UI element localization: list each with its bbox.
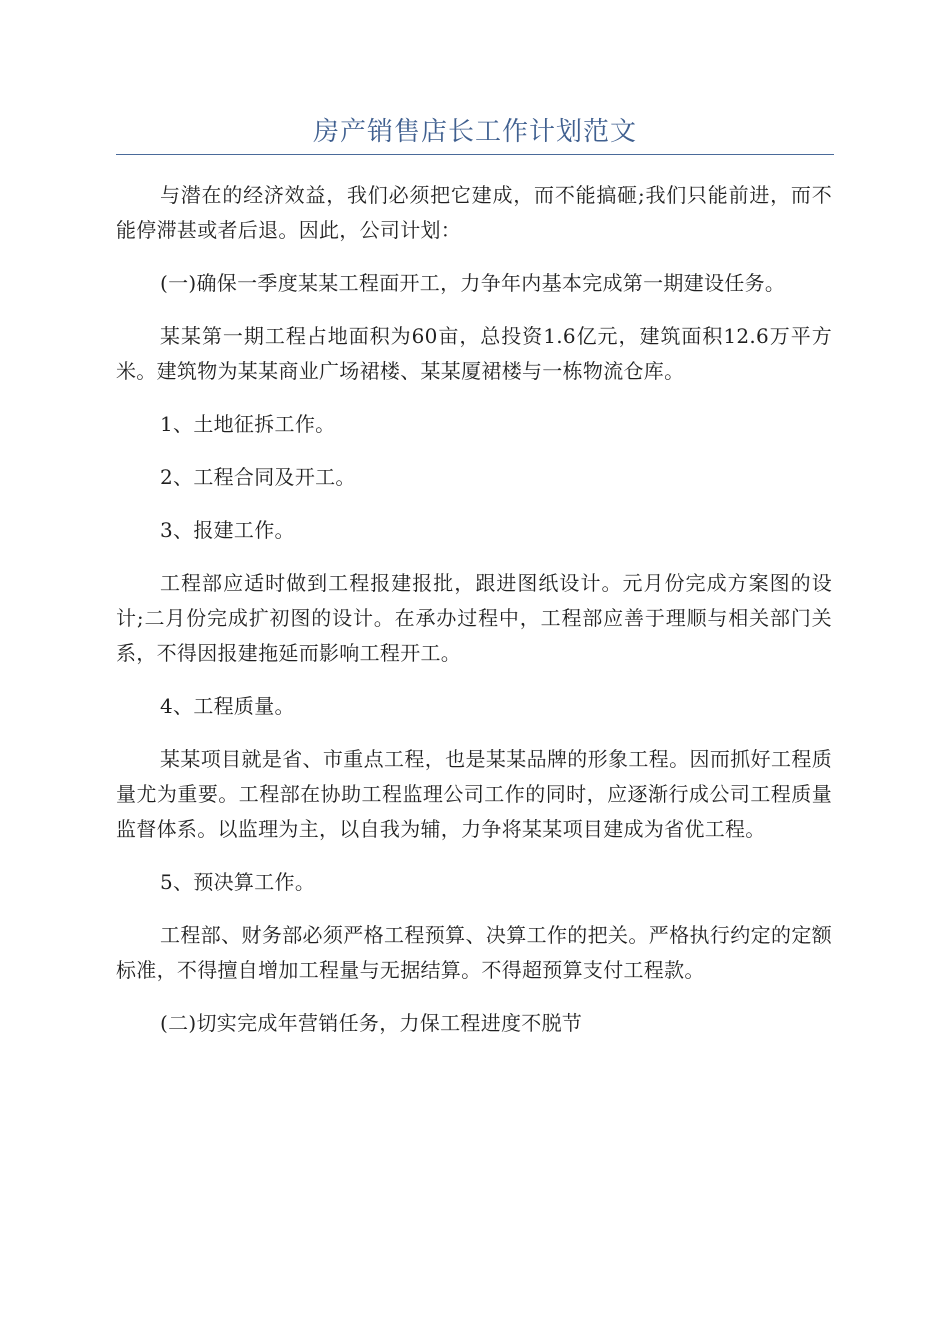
paragraph-budget-details: 工程部、财务部必须严格工程预算、决算工作的把关。严格执行约定的定额标准，不得擅自增加工程量与无据结算。不得超预算支付工程款。 bbox=[116, 923, 832, 982]
document-body bbox=[116, 178, 832, 1059]
title-underline bbox=[116, 154, 834, 155]
paragraph-quality-details: 某某项目就是省、市重点工程，也是某某品牌的形象工程。因而抓好工程质量尤为重要。工程部在协助工程监理公司工作的同时，应逐渐行成公司工程质量监督体系。以监理为主，以自我为辅，力争将某某项目建成为省优工程。 bbox=[116, 747, 832, 841]
paragraph-item-5: 5、预决算工作。 bbox=[160, 870, 316, 894]
paragraph-section-2-heading: (二)切实完成年营销任务，力保工程进度不脱节 bbox=[160, 1011, 583, 1035]
paragraph-intro: 与潜在的经济效益，我们必须把它建成，而不能搞砸;我们只能前进，而不能停滞甚或者后退。因此，公司计划： bbox=[116, 183, 832, 242]
paragraph-item-4: 4、工程质量。 bbox=[160, 694, 295, 718]
document-title: 房产销售店长工作计划范文 bbox=[312, 117, 637, 147]
paragraph-item-3: 3、报建工作。 bbox=[160, 518, 295, 542]
paragraph-section-1-heading: (一)确保一季度某某工程面开工，力争年内基本完成第一期建设任务。 bbox=[160, 271, 786, 295]
paragraph-item-1: 1、土地征拆工作。 bbox=[160, 412, 336, 436]
paragraph-project-overview: 某某第一期工程占地面积为60亩，总投资1.6亿元，建筑面积12.6万平方米。建筑物为某某商业广场裙楼、某某厦裙楼与一栋物流仓库。 bbox=[116, 324, 832, 383]
paragraph-approval-details: 工程部应适时做到工程报建报批，跟进图纸设计。元月份完成方案图的设计;二月份完成扩初图的设计。在承办过程中，工程部应善于理顺与相关部门关系，不得因报建拖延而影响工程开工。 bbox=[116, 571, 832, 665]
paragraph-item-2: 2、工程合同及开工。 bbox=[160, 465, 356, 489]
